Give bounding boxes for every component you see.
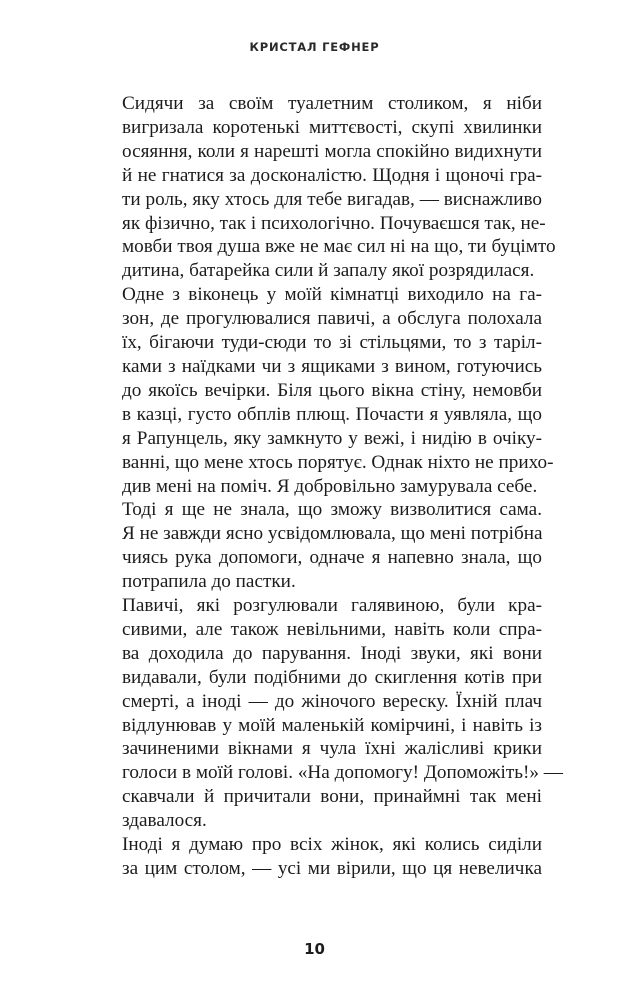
- running-head: КРИСТАЛ ГЕФНЕР: [249, 40, 380, 54]
- text-line: ва доходила до парування. Іноді звуки, які вони: [122, 642, 542, 664]
- text-line: Сидячи за своїм туалетним столиком, я ніби: [122, 93, 542, 114]
- text-line: відлунював у моїй маленькій комірчині, і навіть із: [122, 714, 542, 736]
- text-line: див мені на поміч. Я добровільно замурувала себе.: [122, 475, 538, 497]
- text-line: їх, бігаючи туди-сюди то зі стільцями, то з таріл-: [122, 332, 542, 354]
- text-line: дитина, батарейка сили й запалу якої розрядилася.: [122, 260, 535, 282]
- text-line: осяяння, коли я нарешті могла спокійно видихнути: [122, 140, 542, 162]
- text-line: видавали, були подібними до скиглення котів при: [122, 666, 542, 688]
- text-line: як фізично, так і психологічно. Почуваєшся так, не-: [122, 212, 546, 234]
- text-line: чиясь рука допомоги, одначе я напевно знала, що: [122, 547, 542, 569]
- paragraph-4: [95, 594, 563, 833]
- text-line: мовби твоя душа вже не має сил ні на що, ти буцімто: [122, 236, 556, 258]
- text-line: Одне з віконець у моїй кімнатці виходило на га-: [122, 284, 542, 306]
- text-line: ками з наїдками чи з ящиками з вином, готуючись: [122, 355, 542, 377]
- text-line: скавчали й причитали вони, принаймні так мені: [122, 786, 542, 808]
- text-line: зон, де прогулювалися павичі, а обслуга полохала: [122, 308, 542, 330]
- text-line: й не гнатися за досконалістю. Щодня і щоночі гра-: [122, 164, 542, 186]
- text-line: ти роль, яку хтось для тебе вигадав, — виснажливо: [122, 188, 542, 210]
- text-line: потрапила до пастки.: [122, 571, 296, 593]
- paragraph-2: [95, 283, 554, 498]
- page-number: 10: [304, 940, 325, 958]
- paragraph-5: [95, 833, 542, 881]
- text-line: здавалося.: [122, 810, 207, 832]
- text-line: зачиненими вікнами я чула їхні жалісливі крики: [122, 738, 542, 760]
- text-line: до якоїсь вечірки. Біля цього вікна стіну, немовби: [122, 379, 542, 401]
- text-line: вигризала коротенькі миттєвості, скупі хвилинки: [122, 116, 542, 138]
- text-line: в казці, густо обплів плющ. Почасти я уявляла, що: [122, 403, 542, 425]
- text-line: Павичі, які розгулювали галявиною, були кра-: [122, 595, 542, 617]
- text-line: Тоді я ще не знала, що зможу визволитися сама.: [122, 499, 542, 521]
- paragraph-3: [95, 498, 542, 594]
- text-line: Я не завжди ясно усвідомлювала, що мені потрібна: [122, 523, 543, 545]
- text-line: сивими, але також невільними, навіть коли спра-: [122, 618, 542, 640]
- text-line: за цим столом, — усі ми вірили, що ця невеличка: [122, 858, 542, 879]
- body-text: [95, 92, 563, 881]
- text-line: ванні, що мене хтось порятує. Однак ніхто не прихо-: [122, 451, 554, 473]
- text-line: Іноді я думаю про всіх жінок, які колись сиділи: [122, 834, 542, 856]
- text-line: голоси в моїй голові. «На допомогу! Допоможіть!» —: [122, 762, 563, 784]
- paragraph-1: [95, 92, 556, 283]
- text-line: я Рапунцель, яку замкнуто у вежі, і нидію в очіку-: [122, 427, 542, 449]
- text-line: смерті, а іноді — до жіночого вереску. Їхній плач: [122, 690, 542, 712]
